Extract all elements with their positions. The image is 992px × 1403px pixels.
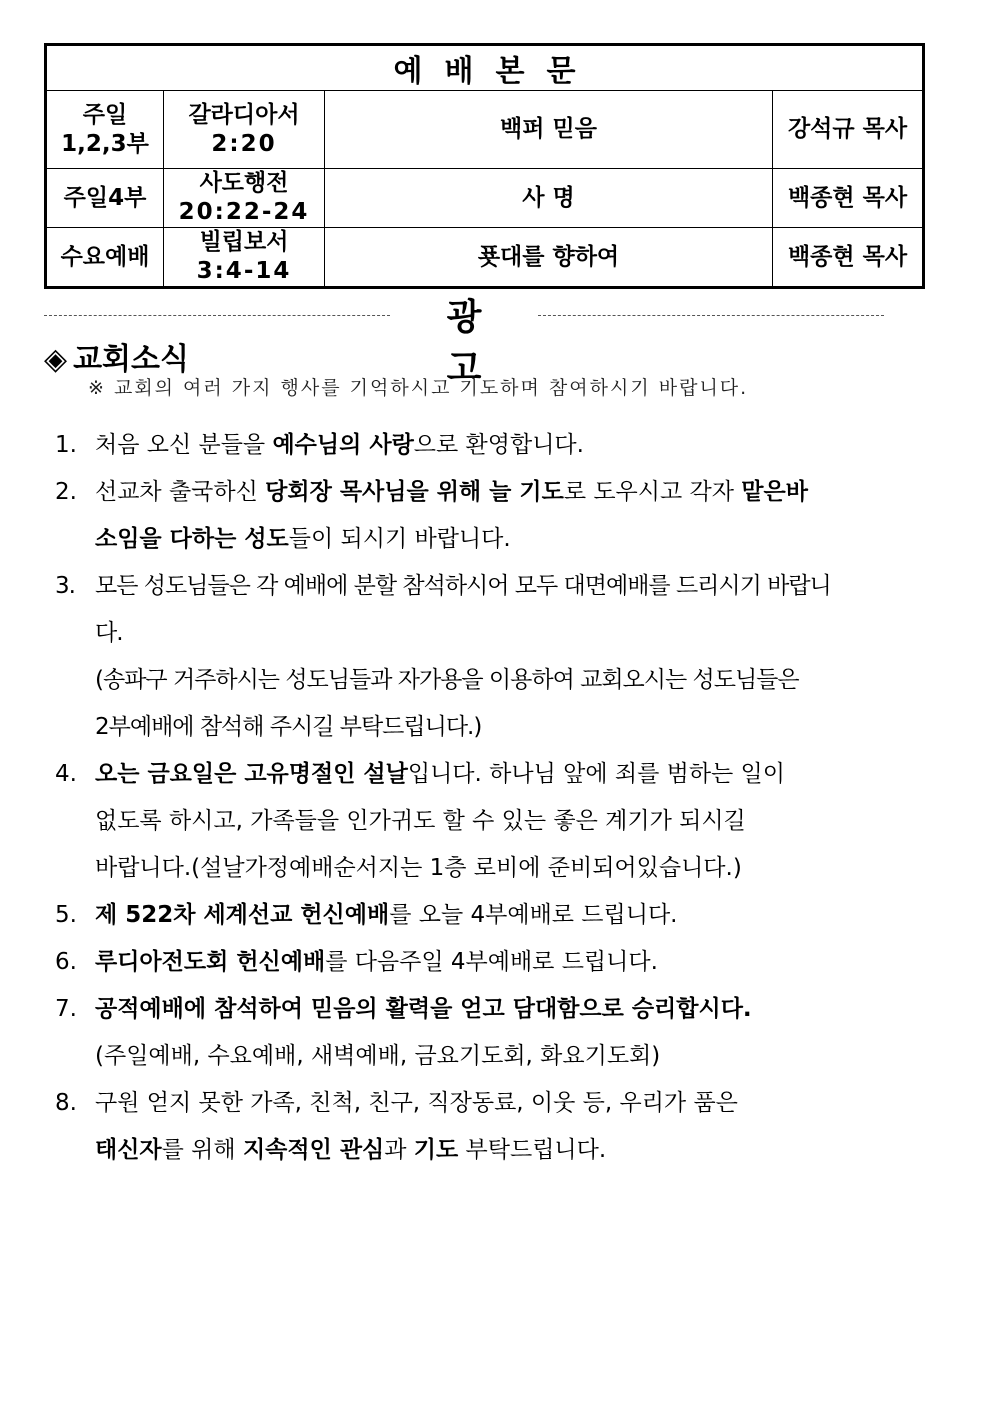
sermon-header: 예배본문 — [46, 45, 924, 91]
item-continuation — [95, 1127, 855, 1174]
item-number: 3. — [55, 573, 75, 599]
item-emphasis: 당회장 목사님을 위해 늘 기도 — [265, 479, 564, 505]
news-list — [55, 422, 855, 1174]
section-note: ※ 교회의 여러 가지 행사를 기억하시고 기도하며 참여하시기 바랍니다. — [88, 377, 749, 399]
list-item — [55, 422, 855, 469]
item-text: 처음 오신 분들을 — [95, 432, 273, 458]
scripture-book: 갈라디아서 — [188, 101, 300, 128]
item-text: 들이 되시기 바랍니다. — [288, 526, 511, 552]
service-name: 수요예배 — [46, 228, 164, 288]
item-number: 2. — [55, 479, 77, 505]
item-emphasis: 예수님의 사랑 — [272, 432, 414, 458]
scripture-cell — [164, 91, 325, 169]
list-item — [55, 1080, 855, 1174]
item-emphasis: 공적예배에 참석하여 믿음의 활력을 얻고 담대함으로 승리합시다. — [95, 996, 752, 1022]
dashed-line-right — [538, 315, 884, 316]
sermon-row — [46, 91, 924, 169]
service-name: 주일 1,2,3부 — [46, 91, 164, 169]
item-continuation: 없도록 하시고, 가족들을 인가귀도 할 수 있는 좋은 계기가 되시길 — [95, 808, 746, 834]
item-number: 8. — [55, 1090, 77, 1116]
sermon-title: 사 명 — [325, 169, 773, 228]
diamond-icon: ◈ — [44, 342, 68, 377]
scripture-ref: 2:20 — [211, 130, 277, 157]
item-continuation: 2부예배에 참석해 주시길 부탁드립니다.) — [95, 714, 482, 740]
list-item — [55, 563, 855, 751]
service-name: 주일4부 — [46, 169, 164, 228]
list-item — [55, 469, 855, 563]
item-continuation: (송파구 거주하시는 성도님들과 자가용을 이용하여 교회오시는 성도님들은 — [95, 667, 799, 693]
item-text: 구원 얻지 못한 가족, 친척, 친구, 직장동료, 이웃 등, 우리가 품은 — [95, 1090, 738, 1116]
sermon-table — [44, 43, 925, 289]
item-number: 1. — [55, 432, 77, 458]
scripture-ref: 3:4-14 — [196, 258, 292, 284]
item-number: 6. — [55, 949, 77, 975]
item-text: 모든 성도님들은 각 예배에 분할 참석하시어 모두 대면예배를 드리시기 바랍니다. — [95, 573, 831, 646]
section-title: 교회소식 — [73, 342, 189, 377]
item-continuation: 바랍니다.(설날가정예배순서지는 1층 로비에 준비되어있습니다.) — [95, 855, 742, 881]
item-text: 입니다. 하나님 앞에 죄를 범하는 일이 — [407, 761, 785, 787]
preacher: 백종현 목사 — [773, 169, 924, 228]
item-text: 으로 환영합니다. — [413, 432, 584, 458]
scripture-cell — [164, 169, 325, 228]
dashed-line-left — [44, 315, 390, 316]
item-continuation: (주일예배, 수요예배, 새벽예배, 금요기도회, 화요기도회) — [95, 1043, 661, 1069]
item-text: 를 위해 — [161, 1137, 243, 1163]
item-emphasis: 소임을 다하는 성도 — [95, 526, 289, 552]
item-emphasis: 루디아전도회 헌신예배 — [95, 949, 326, 975]
item-continuation — [95, 516, 855, 563]
scripture-ref: 20:22-24 — [178, 199, 310, 225]
item-text: 과 — [384, 1137, 414, 1163]
list-item — [55, 751, 855, 892]
scripture-cell — [164, 228, 325, 288]
list-item — [55, 892, 855, 939]
list-item — [55, 939, 855, 986]
item-text: 를 다음주일 4부예배로 드립니다. — [325, 949, 658, 975]
sermon-title: 백퍼 믿음 — [325, 91, 773, 169]
item-number: 7. — [55, 996, 77, 1022]
item-text: 선교차 출국하신 — [95, 479, 266, 505]
item-number: 4. — [55, 761, 77, 787]
preacher: 백종현 목사 — [773, 228, 924, 288]
item-emphasis: 제 522차 세계선교 헌신예배 — [95, 902, 390, 928]
sermon-title: 푯대를 향하여 — [325, 228, 773, 288]
item-number: 5. — [55, 902, 77, 928]
section-heading — [44, 334, 189, 377]
item-text: 를 오늘 4부예배로 드립니다. — [389, 902, 678, 928]
item-text: 부탁드립니다. — [458, 1137, 607, 1163]
list-item — [55, 986, 855, 1080]
preacher: 강석규 목사 — [773, 91, 924, 169]
item-emphasis: 맡은바 — [741, 479, 808, 505]
scripture-book: 빌립보서 — [199, 229, 289, 255]
item-emphasis: 오는 금요일은 고유명절인 설날 — [95, 761, 408, 787]
item-emphasis: 태신자 — [95, 1137, 162, 1163]
item-text: 로 도우시고 각자 — [563, 479, 742, 505]
scripture-book: 사도행전 — [199, 170, 289, 196]
sermon-row — [46, 169, 924, 228]
ads-title: 광고 — [446, 297, 518, 389]
sermon-row — [46, 228, 924, 288]
item-emphasis: 기도 — [413, 1137, 459, 1163]
item-emphasis: 지속적인 관심 — [242, 1137, 385, 1163]
